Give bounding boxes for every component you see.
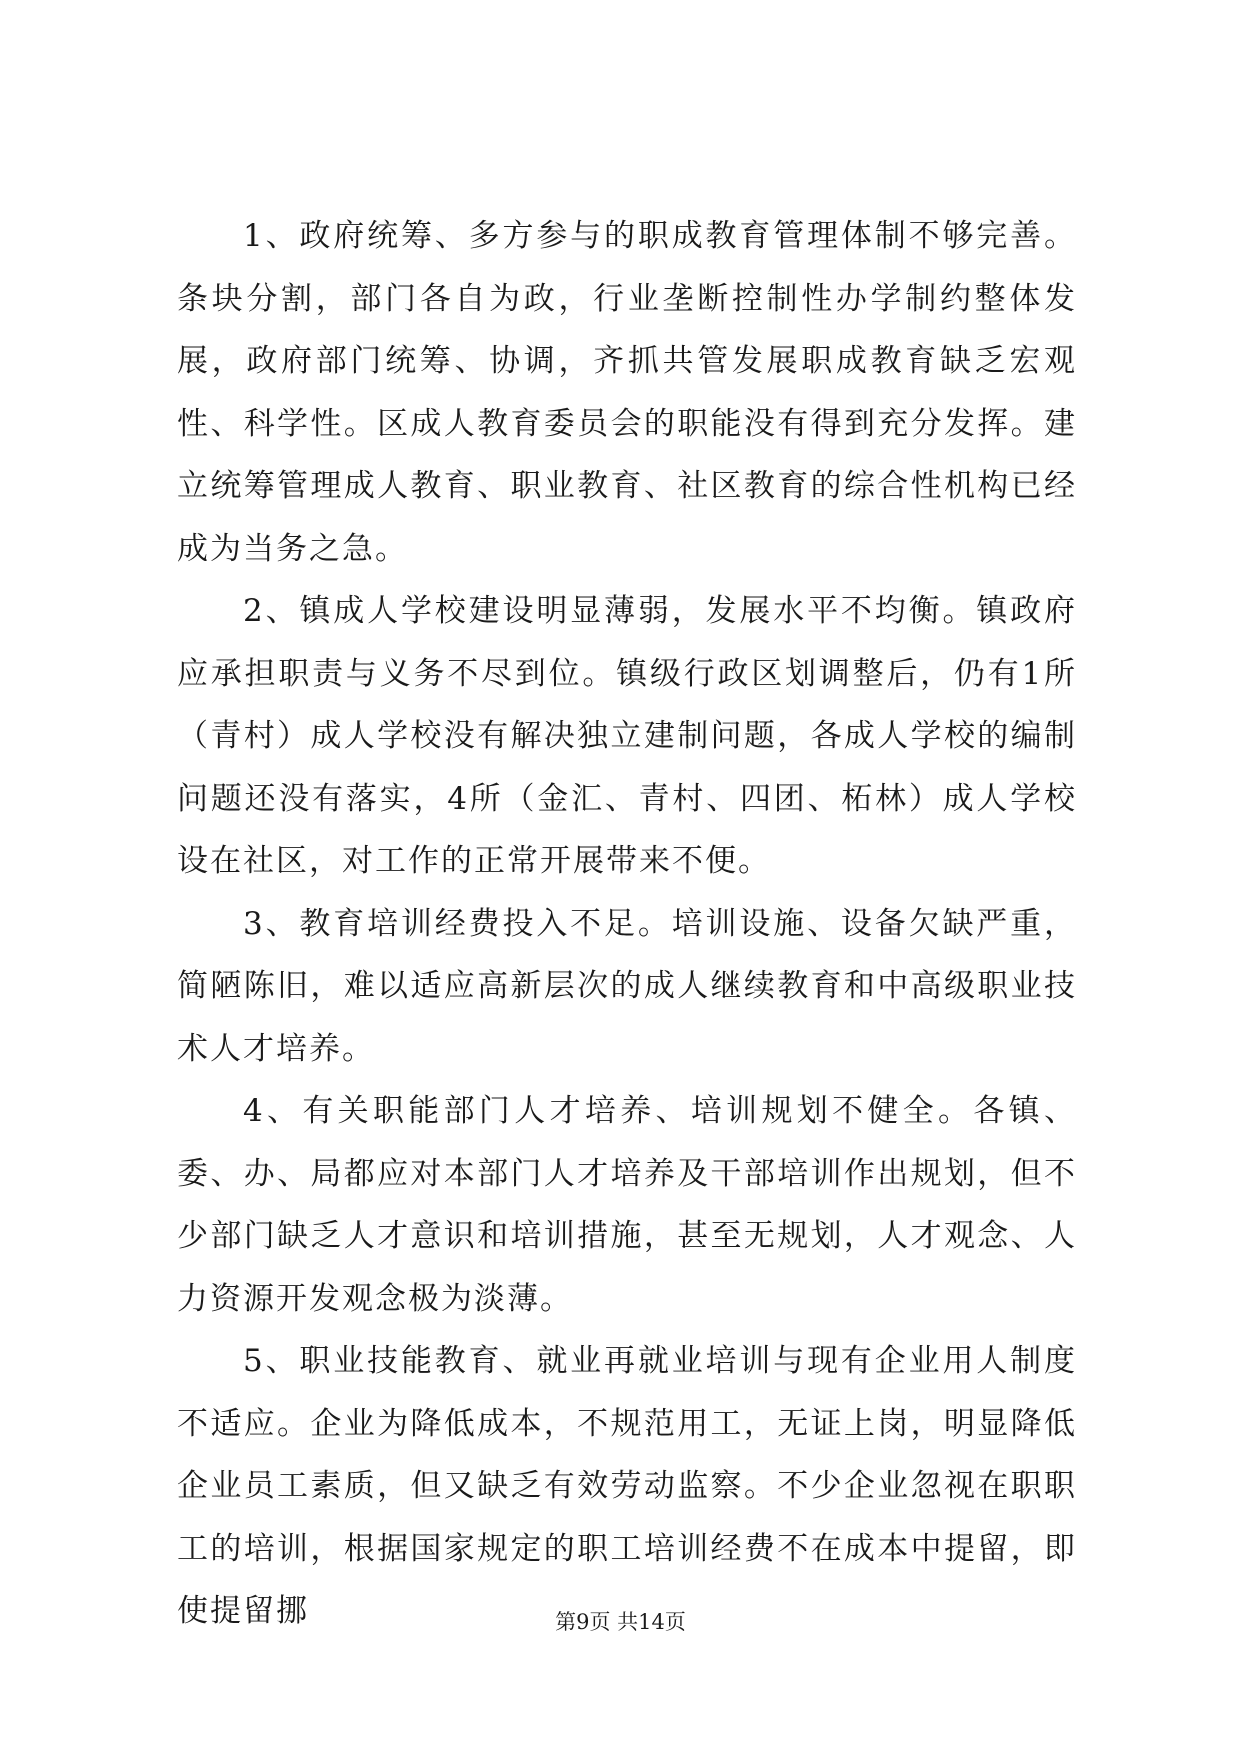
paragraph-5: 5、职业技能教育、就业再就业培训与现有企业用人制度不适应。企业为降低成本，不规范用工，无证上岗，明显降低企业员工素质，但又缺乏有效劳动监察。不少企业忽视在职职工的培训，根据国家规定的职工培训经费不在成本中提留，即使提留挪	[177, 1343, 1077, 1629]
paragraph-2: 2、镇成人学校建设明显薄弱，发展水平不均衡。镇政府应承担职责与义务不尽到位。镇级行政区划调整后，仍有1所（青村）成人学校没有解决独立建制问题，各成人学校的编制问题还没有落实，4所（金汇、青村、四团、柘林）成人学校设在社区，对工作的正常开展带来不便。	[177, 593, 1077, 879]
paragraph-3: 3、教育培训经费投入不足。培训设施、设备欠缺严重，简陋陈旧，难以适应高新层次的成人继续教育和中高级职业技术人才培养。	[177, 905, 1077, 1067]
paragraph-1: 1、政府统筹、多方参与的职成教育管理体制不够完善。条块分割，部门各自为政，行业垄断控制性办学制约整体发展，政府部门统筹、协调，齐抓共管发展职成教育缺乏宏观性、科学性。区成人教育委员会的职能没有得到充分发挥。建立统筹管理成人教育、职业教育、社区教育的综合性机构已经成为当务之急。	[177, 218, 1077, 567]
paragraph-4: 4、有关职能部门人才培养、培训规划不健全。各镇、委、办、局都应对本部门人才培养及干部培训作出规划，但不少部门缺乏人才意识和培训措施，甚至无规划，人才观念、人力资源开发观念极为淡薄。	[177, 1093, 1077, 1317]
page-number-footer: 第9页 共14页	[555, 1610, 686, 1634]
body-text	[177, 205, 1077, 1643]
